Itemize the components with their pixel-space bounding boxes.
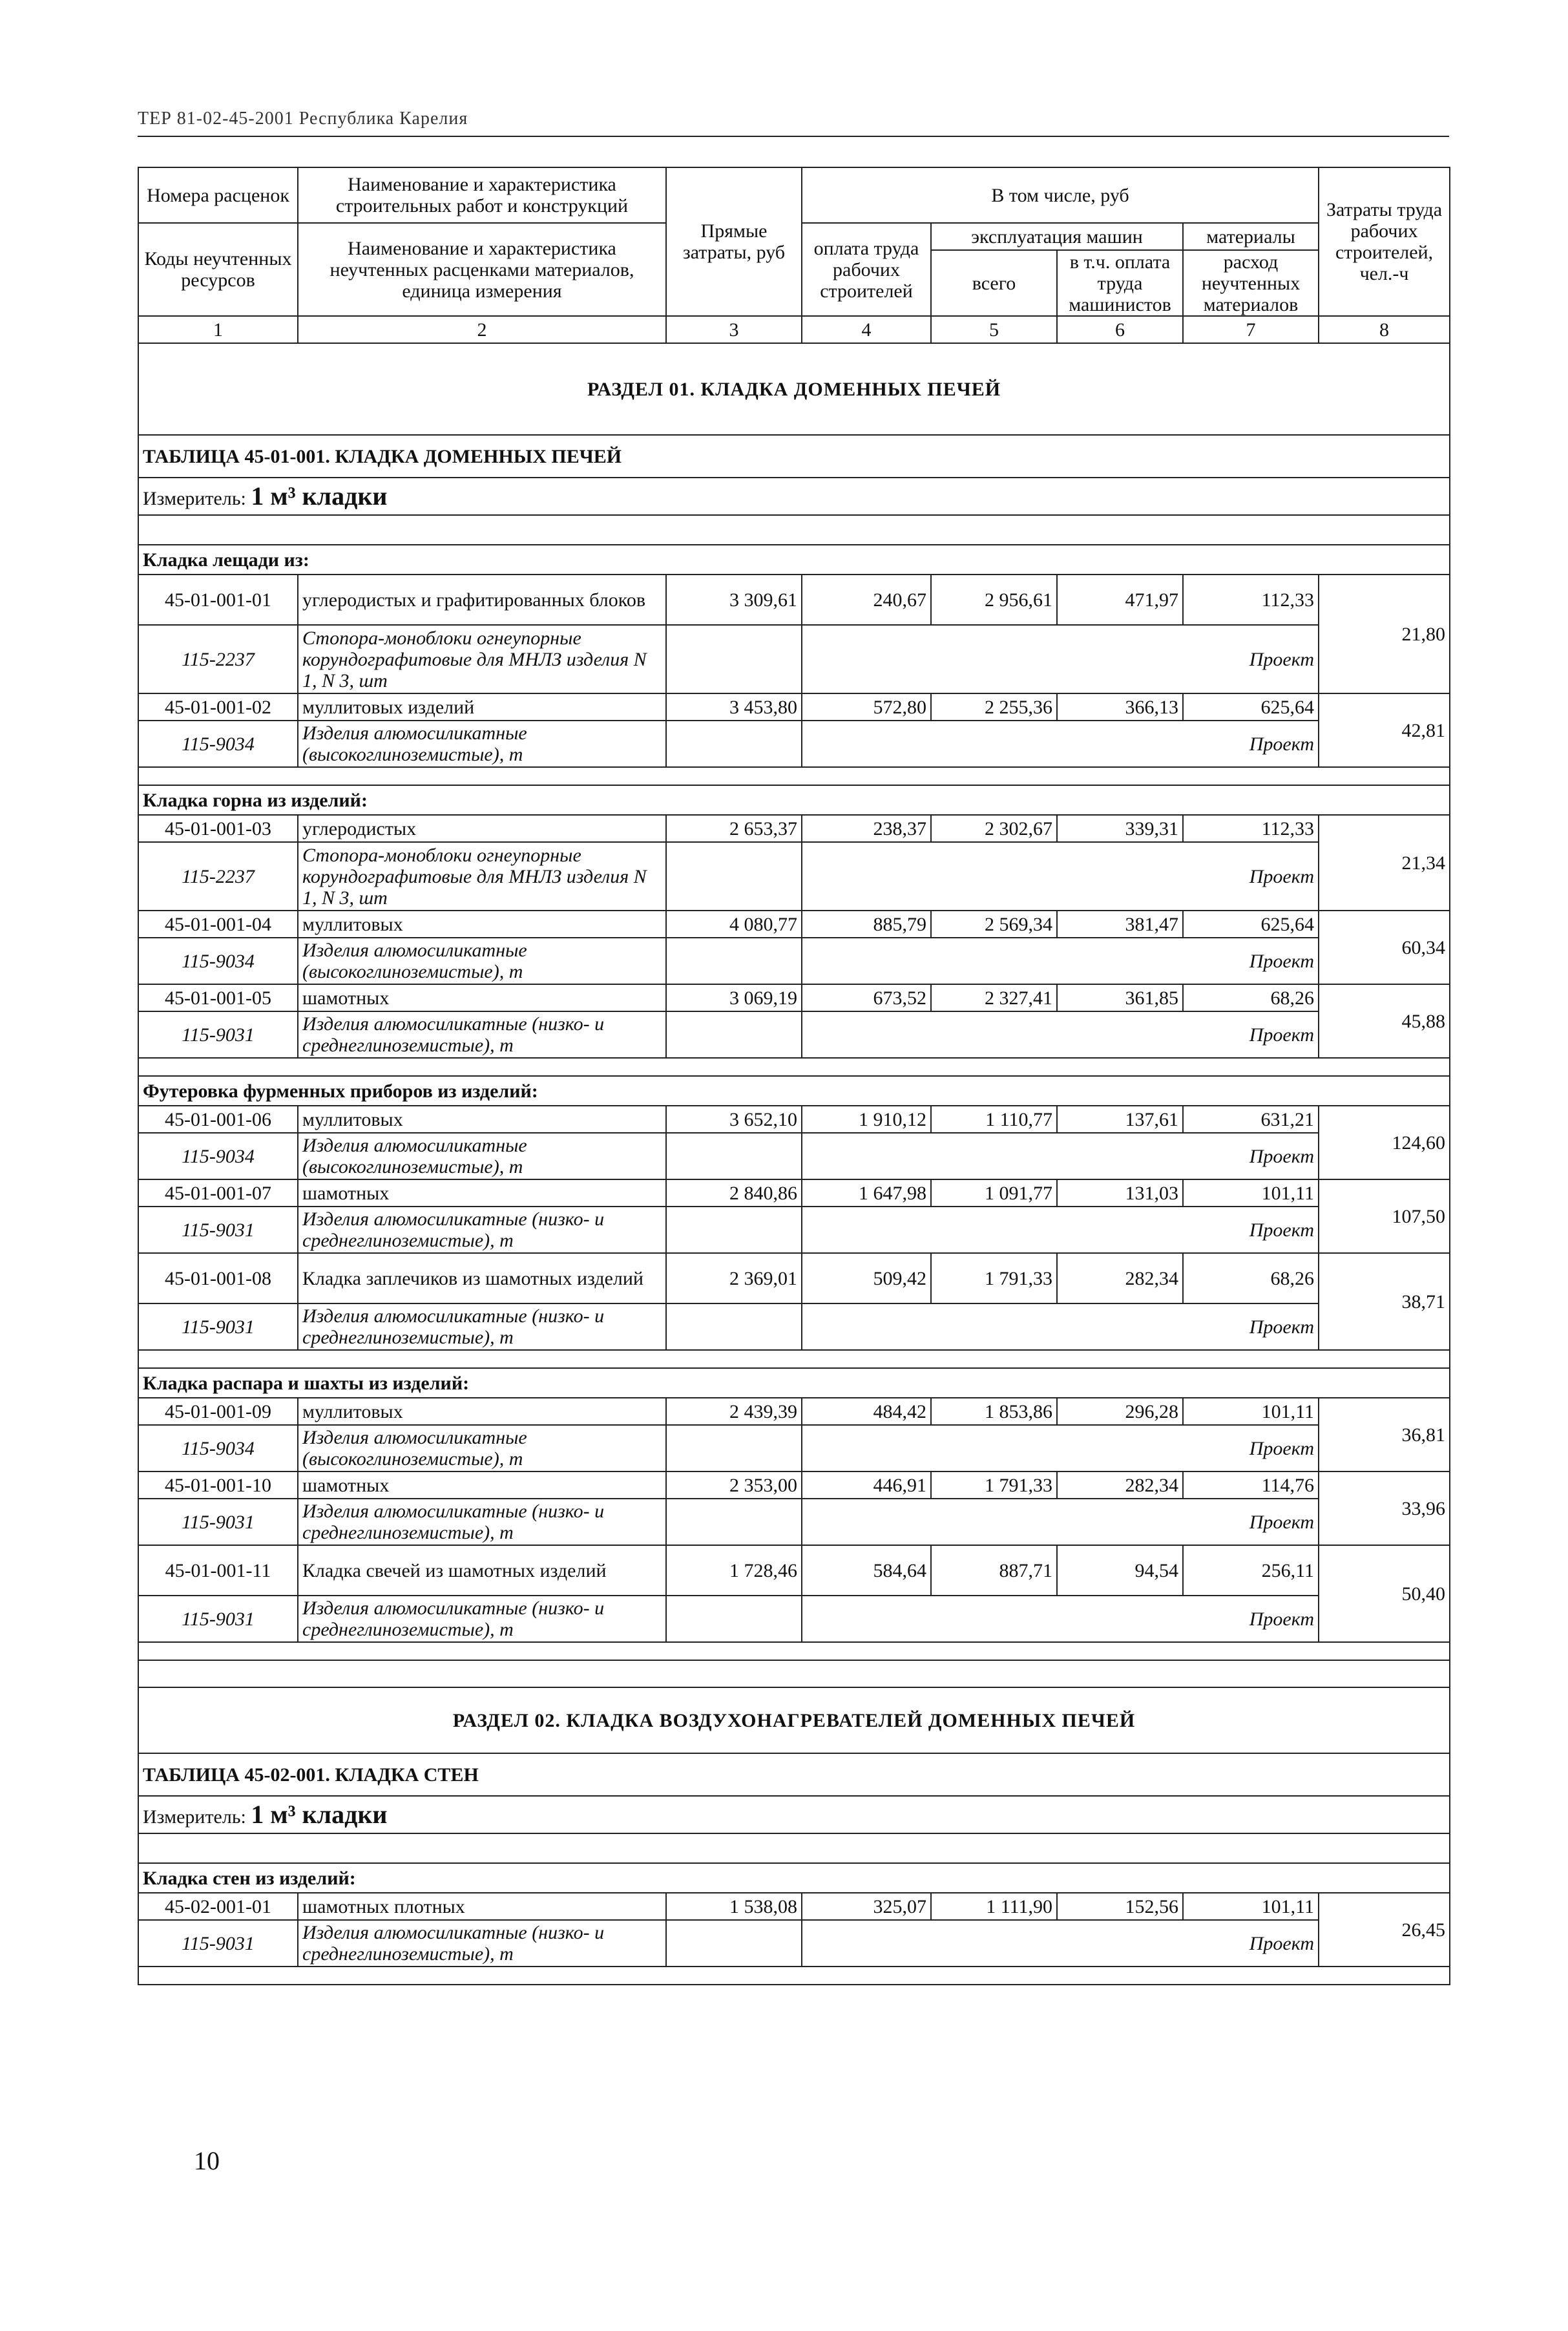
rate-row <box>138 1179 1450 1207</box>
column-number: 1 <box>138 316 298 343</box>
machines-total: 887,71 <box>931 1545 1057 1596</box>
resource-code: 115-9034 <box>138 721 298 767</box>
rate-code: 45-01-001-05 <box>138 984 298 1011</box>
rate-row <box>138 575 1450 625</box>
section-title: РАЗДЕЛ 01. КЛАДКА ДОМЕННЫХ ПЕЧЕЙ <box>138 343 1450 435</box>
work-description: шамотных <box>298 984 666 1011</box>
resource-quantity: Проект <box>802 1011 1319 1058</box>
running-head: ТЕР 81-02-45-2001 Республика Карелия <box>138 109 468 129</box>
labor-pay: 885,79 <box>802 911 931 938</box>
direct-costs: 3 652,10 <box>666 1106 802 1133</box>
header-machines-total: всего <box>931 250 1057 316</box>
labor-hours: 107,50 <box>1319 1179 1450 1253</box>
table-row <box>138 1642 1450 1660</box>
machinist-pay: 296,28 <box>1057 1398 1183 1425</box>
header-materials: материалы <box>1183 223 1319 250</box>
header-machinist-pay: в т.ч. оплата труда машинистов <box>1057 250 1183 316</box>
empty-cell <box>666 1596 802 1642</box>
table-row <box>138 478 1450 515</box>
direct-costs: 2 353,00 <box>666 1471 802 1499</box>
labor-pay: 1 647,98 <box>802 1179 931 1207</box>
group-title: Кладка стен из изделий: <box>138 1863 1450 1893</box>
direct-costs: 2 653,37 <box>666 815 802 842</box>
table-row <box>138 1058 1450 1076</box>
direct-costs: 4 080,77 <box>666 911 802 938</box>
materials-cost: 101,11 <box>1183 1893 1319 1920</box>
machinist-pay: 471,97 <box>1057 575 1183 625</box>
table-title: ТАБЛИЦА 45-01-001. КЛАДКА ДОМЕННЫХ ПЕЧЕЙ <box>138 435 1450 478</box>
work-description: муллитовых изделий <box>298 693 666 721</box>
materials-cost: 256,11 <box>1183 1545 1319 1596</box>
rate-row <box>138 1106 1450 1133</box>
header-col1-top: Номера расценок <box>138 167 298 223</box>
resource-row <box>138 1303 1450 1350</box>
direct-costs: 1 728,46 <box>666 1545 802 1596</box>
measure-label: Измеритель: <box>143 488 246 509</box>
empty-cell <box>666 1499 802 1545</box>
rate-row <box>138 1398 1450 1425</box>
table-row <box>138 1687 1450 1753</box>
labor-pay: 509,42 <box>802 1253 931 1303</box>
resource-code: 115-9031 <box>138 1499 298 1545</box>
measure-value: 1 м³ кладки <box>251 481 388 511</box>
header-col1-bottom: Коды неучтенных ресурсов <box>138 223 298 316</box>
materials-cost: 68,26 <box>1183 984 1319 1011</box>
resource-quantity: Проект <box>802 1596 1319 1642</box>
materials-cost: 114,76 <box>1183 1471 1319 1499</box>
rate-code: 45-01-001-06 <box>138 1106 298 1133</box>
work-description: муллитовых <box>298 1106 666 1133</box>
spacer <box>138 1642 1450 1660</box>
resource-code: 115-9031 <box>138 1207 298 1253</box>
resource-description: Изделия алюмосиликатные (низко- и среднеглиноземистые), т <box>298 1920 666 1967</box>
machinist-pay: 361,85 <box>1057 984 1183 1011</box>
labor-pay: 240,67 <box>802 575 931 625</box>
work-description: шамотных <box>298 1471 666 1499</box>
resource-row <box>138 721 1450 767</box>
spacer <box>138 1967 1450 1985</box>
work-description: Кладка заплечиков из шамотных изделий <box>298 1253 666 1303</box>
header-col2-bottom: Наименование и характеристика неучтенных расценками материалов, единица измерения <box>298 223 666 316</box>
labor-hours: 21,80 <box>1319 575 1450 693</box>
resource-quantity: Проект <box>802 1207 1319 1253</box>
empty-cell <box>666 1207 802 1253</box>
empty-cell <box>666 1133 802 1179</box>
group-title: Кладка лещади из: <box>138 545 1450 575</box>
work-description: муллитовых <box>298 1398 666 1425</box>
measure-unit <box>138 1796 1450 1833</box>
resource-quantity: Проект <box>802 1920 1319 1967</box>
measure-unit <box>138 478 1450 515</box>
empty-cell <box>666 625 802 693</box>
column-number: 7 <box>1183 316 1319 343</box>
rates-table <box>138 167 1450 1985</box>
empty-cell <box>666 1425 802 1471</box>
header-unaccounted-materials: расход неучтенных материалов <box>1183 250 1319 316</box>
labor-hours: 42,81 <box>1319 693 1450 767</box>
labor-hours: 50,40 <box>1319 1545 1450 1642</box>
column-number: 5 <box>931 316 1057 343</box>
direct-costs: 1 538,08 <box>666 1893 802 1920</box>
column-number: 4 <box>802 316 931 343</box>
empty-cell <box>666 1303 802 1350</box>
table-row <box>138 343 1450 435</box>
spacer <box>138 515 1450 545</box>
empty-cell <box>666 842 802 911</box>
resource-description: Изделия алюмосиликатные (низко- и среднеглиноземистые), т <box>298 1499 666 1545</box>
resource-description: Изделия алюмосиликатные (низко- и среднеглиноземистые), т <box>298 1596 666 1642</box>
labor-pay: 1 910,12 <box>802 1106 931 1133</box>
materials-cost: 625,64 <box>1183 693 1319 721</box>
resource-quantity: Проект <box>802 938 1319 984</box>
column-number: 3 <box>666 316 802 343</box>
machines-total: 1 091,77 <box>931 1179 1057 1207</box>
rate-code: 45-01-001-10 <box>138 1471 298 1499</box>
rate-code: 45-02-001-01 <box>138 1893 298 1920</box>
labor-pay: 325,07 <box>802 1893 931 1920</box>
labor-hours: 124,60 <box>1319 1106 1450 1179</box>
rate-code: 45-01-001-01 <box>138 575 298 625</box>
resource-quantity: Проект <box>802 1303 1319 1350</box>
direct-costs: 3 453,80 <box>666 693 802 721</box>
labor-pay: 584,64 <box>802 1545 931 1596</box>
table-row <box>138 1076 1450 1106</box>
table-row <box>138 1833 1450 1863</box>
work-description: муллитовых <box>298 911 666 938</box>
resource-code: 115-2237 <box>138 842 298 911</box>
measure-label: Измеритель: <box>143 1806 246 1828</box>
labor-hours: 26,45 <box>1319 1893 1450 1967</box>
machines-total: 1 110,77 <box>931 1106 1057 1133</box>
machines-total: 2 302,67 <box>931 815 1057 842</box>
labor-pay: 572,80 <box>802 693 931 721</box>
resource-row <box>138 1133 1450 1179</box>
resource-row <box>138 842 1450 911</box>
resource-description: Стопора-моноблоки огнеупорные корундографитовые для МНЛЗ изделия N 1, N 3, шт <box>298 842 666 911</box>
materials-cost: 112,33 <box>1183 575 1319 625</box>
direct-costs: 2 369,01 <box>666 1253 802 1303</box>
spacer <box>138 1660 1450 1687</box>
empty-cell <box>666 1920 802 1967</box>
labor-pay: 484,42 <box>802 1398 931 1425</box>
resource-row <box>138 1920 1450 1967</box>
rate-code: 45-01-001-03 <box>138 815 298 842</box>
materials-cost: 112,33 <box>1183 815 1319 842</box>
header-labor-hours: Затраты труда рабочих строителей, чел.-ч <box>1319 167 1450 316</box>
labor-hours: 45,88 <box>1319 984 1450 1058</box>
work-description: шамотных плотных <box>298 1893 666 1920</box>
work-description: Кладка свечей из шамотных изделий <box>298 1545 666 1596</box>
direct-costs: 3 309,61 <box>666 575 802 625</box>
resource-code: 115-9034 <box>138 1133 298 1179</box>
rate-code: 45-01-001-08 <box>138 1253 298 1303</box>
header-machines: эксплуатация машин <box>931 223 1183 250</box>
table-title: ТАБЛИЦА 45-02-001. КЛАДКА СТЕН <box>138 1753 1450 1796</box>
column-number: 8 <box>1319 316 1450 343</box>
resource-row <box>138 1499 1450 1545</box>
resource-quantity: Проект <box>802 721 1319 767</box>
resource-quantity: Проект <box>802 1425 1319 1471</box>
rate-row <box>138 815 1450 842</box>
rate-row <box>138 1471 1450 1499</box>
table-row <box>138 515 1450 545</box>
page-number: 10 <box>194 2146 220 2175</box>
machines-total: 1 791,33 <box>931 1253 1057 1303</box>
resource-row <box>138 1596 1450 1642</box>
rate-row <box>138 1545 1450 1596</box>
resource-row <box>138 1207 1450 1253</box>
resource-quantity: Проект <box>802 1499 1319 1545</box>
resource-code: 115-9031 <box>138 1596 298 1642</box>
machines-total: 1 853,86 <box>931 1398 1057 1425</box>
resource-code: 115-9034 <box>138 1425 298 1471</box>
labor-hours: 33,96 <box>1319 1471 1450 1545</box>
rate-row <box>138 1893 1450 1920</box>
machines-total: 1 791,33 <box>931 1471 1057 1499</box>
machines-total: 2 327,41 <box>931 984 1057 1011</box>
table-row <box>138 545 1450 575</box>
labor-hours: 36,81 <box>1319 1398 1450 1471</box>
direct-costs: 2 439,39 <box>666 1398 802 1425</box>
labor-hours: 21,34 <box>1319 815 1450 911</box>
direct-costs: 3 069,19 <box>666 984 802 1011</box>
rate-row <box>138 984 1450 1011</box>
table-row <box>138 1796 1450 1833</box>
machinist-pay: 339,31 <box>1057 815 1183 842</box>
rate-code: 45-01-001-07 <box>138 1179 298 1207</box>
resource-description: Изделия алюмосиликатные (низко- и среднеглиноземистые), т <box>298 1303 666 1350</box>
materials-cost: 101,11 <box>1183 1179 1319 1207</box>
materials-cost: 101,11 <box>1183 1398 1319 1425</box>
machinist-pay: 137,61 <box>1057 1106 1183 1133</box>
spacer <box>138 1833 1450 1863</box>
measure-value: 1 м³ кладки <box>251 1800 388 1829</box>
spacer <box>138 1058 1450 1076</box>
resource-row <box>138 1011 1450 1058</box>
resource-description: Изделия алюмосиликатные (высокоглиноземистые), т <box>298 721 666 767</box>
resource-quantity: Проект <box>802 842 1319 911</box>
empty-cell <box>666 938 802 984</box>
column-number: 2 <box>298 316 666 343</box>
labor-hours: 60,34 <box>1319 911 1450 984</box>
machines-total: 2 569,34 <box>931 911 1057 938</box>
materials-cost: 625,64 <box>1183 911 1319 938</box>
rate-code: 45-01-001-02 <box>138 693 298 721</box>
machinist-pay: 152,56 <box>1057 1893 1183 1920</box>
table-row <box>138 1967 1450 1985</box>
section-title: РАЗДЕЛ 02. КЛАДКА ВОЗДУХОНАГРЕВАТЕЛЕЙ ДОМЕННЫХ ПЕЧЕЙ <box>138 1687 1450 1753</box>
header-including: В том числе, руб <box>802 167 1319 223</box>
labor-pay: 446,91 <box>802 1471 931 1499</box>
resource-description: Изделия алюмосиликатные (низко- и среднеглиноземистые), т <box>298 1011 666 1058</box>
work-description: углеродистых и графитированных блоков <box>298 575 666 625</box>
table-row <box>138 1660 1450 1687</box>
resource-code: 115-2237 <box>138 625 298 693</box>
machinist-pay: 381,47 <box>1057 911 1183 938</box>
resource-code: 115-9034 <box>138 938 298 984</box>
machines-total: 2 956,61 <box>931 575 1057 625</box>
table-row <box>138 785 1450 815</box>
column-numbers-row <box>138 316 1450 343</box>
table-row <box>138 1753 1450 1796</box>
rate-row <box>138 911 1450 938</box>
empty-cell <box>666 1011 802 1058</box>
rate-row <box>138 693 1450 721</box>
materials-cost: 68,26 <box>1183 1253 1319 1303</box>
empty-cell <box>666 721 802 767</box>
machinist-pay: 94,54 <box>1057 1545 1183 1596</box>
column-number: 6 <box>1057 316 1183 343</box>
header-row-1 <box>138 167 1450 223</box>
resource-code: 115-9031 <box>138 1303 298 1350</box>
table-row <box>138 767 1450 785</box>
machines-total: 1 111,90 <box>931 1893 1057 1920</box>
rate-code: 45-01-001-11 <box>138 1545 298 1596</box>
resource-row <box>138 1425 1450 1471</box>
resource-code: 115-9031 <box>138 1011 298 1058</box>
group-title: Футеровка фурменных приборов из изделий: <box>138 1076 1450 1106</box>
resource-code: 115-9031 <box>138 1920 298 1967</box>
header-col2-top: Наименование и характеристика строительных работ и конструкций <box>298 167 666 223</box>
table-row <box>138 1368 1450 1398</box>
header-rule <box>138 136 1449 137</box>
resource-row <box>138 625 1450 693</box>
materials-cost: 631,21 <box>1183 1106 1319 1133</box>
machinist-pay: 131,03 <box>1057 1179 1183 1207</box>
rate-code: 45-01-001-09 <box>138 1398 298 1425</box>
direct-costs: 2 840,86 <box>666 1179 802 1207</box>
resource-description: Изделия алюмосиликатные (высокоглиноземистые), т <box>298 1425 666 1471</box>
resource-description: Изделия алюмосиликатные (высокоглиноземистые), т <box>298 938 666 984</box>
machines-total: 2 255,36 <box>931 693 1057 721</box>
table-row <box>138 1350 1450 1368</box>
spacer <box>138 767 1450 785</box>
resource-description: Изделия алюмосиликатные (низко- и среднеглиноземистые), т <box>298 1207 666 1253</box>
table-row <box>138 1863 1450 1893</box>
labor-pay: 673,52 <box>802 984 931 1011</box>
work-description: углеродистых <box>298 815 666 842</box>
work-description: шамотных <box>298 1179 666 1207</box>
labor-hours: 38,71 <box>1319 1253 1450 1350</box>
group-title: Кладка распара и шахты из изделий: <box>138 1368 1450 1398</box>
table-row <box>138 435 1450 478</box>
machinist-pay: 282,34 <box>1057 1471 1183 1499</box>
machinist-pay: 282,34 <box>1057 1253 1183 1303</box>
labor-pay: 238,37 <box>802 815 931 842</box>
machinist-pay: 366,13 <box>1057 693 1183 721</box>
resource-description: Изделия алюмосиликатные (высокоглиноземистые), т <box>298 1133 666 1179</box>
group-title: Кладка горна из изделий: <box>138 785 1450 815</box>
resource-quantity: Проект <box>802 1133 1319 1179</box>
rate-code: 45-01-001-04 <box>138 911 298 938</box>
resource-description: Стопора-моноблоки огнеупорные корундографитовые для МНЛЗ изделия N 1, N 3, шт <box>298 625 666 693</box>
rate-row <box>138 1253 1450 1303</box>
resource-quantity: Проект <box>802 625 1319 693</box>
header-labor-pay: оплата труда рабочих строителей <box>802 223 931 316</box>
spacer <box>138 1350 1450 1368</box>
resource-row <box>138 938 1450 984</box>
header-direct-costs: Прямые затраты, руб <box>666 167 802 316</box>
